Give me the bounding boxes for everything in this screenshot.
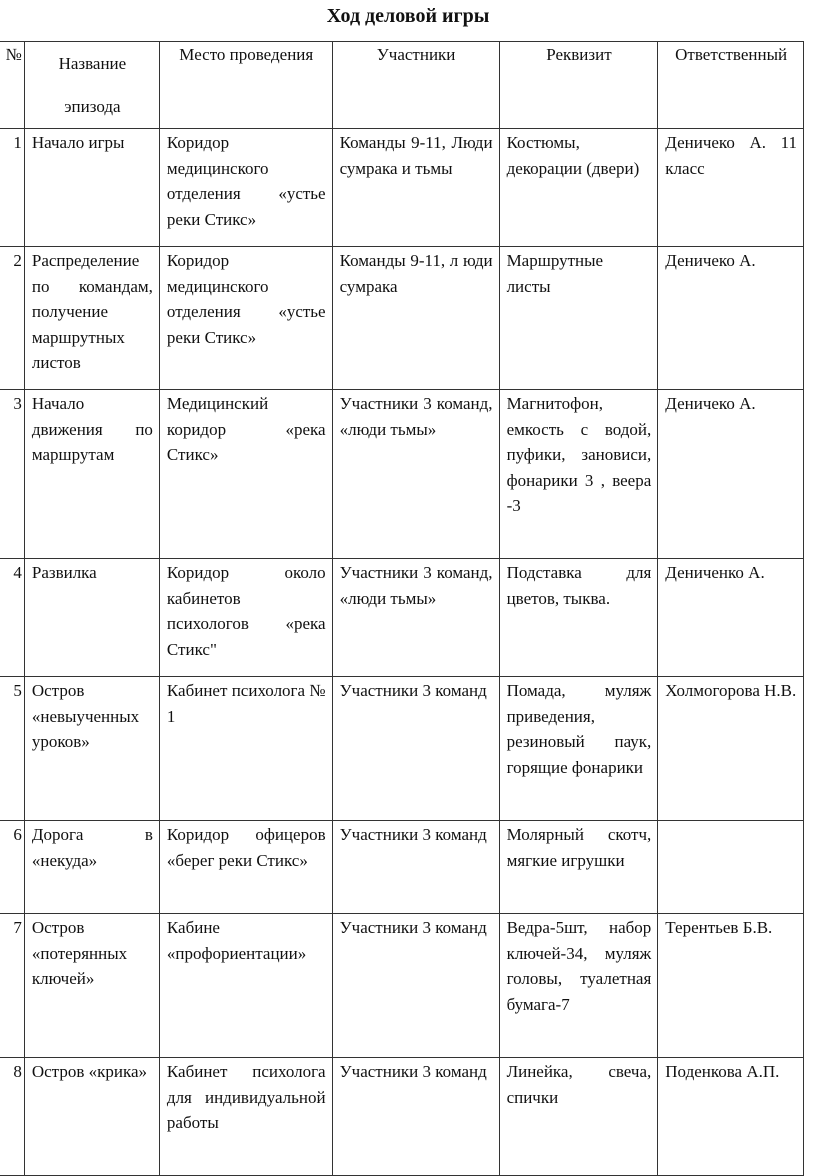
table-row [0,559,804,677]
cell-episode: Остров «невыученных уроков» [24,677,159,821]
table-header-row [0,42,804,129]
cell-props: Ведра-5шт, набор ключей-34, муляж головы, туалетная бумага-7 [499,914,658,1058]
cell-episode: Дорога в «некуда» [24,821,159,914]
table-row [0,1058,804,1176]
cell-participants: Команды 9-11, Люди сумрака и тьмы [332,129,499,247]
cell-responsible: Холмогорова Н.В. [658,677,804,821]
table-row [0,129,804,247]
cell-place: Коридор около кабинетов психологов «река Стикс" [159,559,332,677]
cell-responsible: Поденкова А.П. [658,1058,804,1176]
cell-episode: Остров «потерянных ключей» [24,914,159,1058]
cell-place: Кабине «профориентации» [159,914,332,1058]
table-row [0,914,804,1058]
cell-number: 6 [0,821,24,914]
cell-responsible: Деничеко А. [658,247,804,390]
cell-props: Маршрутные листы [499,247,658,390]
cell-participants: Участники 3 команд, «люди тьмы» [332,390,499,559]
cell-number: 7 [0,914,24,1058]
game-plan-table [0,41,804,1176]
cell-responsible: Деничеко А. 11 класс [658,129,804,247]
cell-props: Магнитофон, емкость с водой, пуфики, занoвиси, фонарики 3 , веера -3 [499,390,658,559]
cell-participants: Участники 3 команд [332,914,499,1058]
cell-participants: Участники 3 команд [332,677,499,821]
cell-props: Помада, муляж приведения, резиновый паук, горящие фонарики [499,677,658,821]
cell-participants: Участники 3 команд [332,1058,499,1176]
cell-props: Линейка, свеча, спички [499,1058,658,1176]
header-participants: Участники [332,42,499,129]
cell-responsible [658,821,804,914]
cell-participants: Участники 3 команд [332,821,499,914]
header-props: Реквизит [499,42,658,129]
cell-place: Кабинет психолога № 1 [159,677,332,821]
cell-responsible: Терентьев Б.В. [658,914,804,1058]
cell-participants: Команды 9-11, л юди сумрака [332,247,499,390]
cell-number: 5 [0,677,24,821]
table-row [0,247,804,390]
cell-number: 8 [0,1058,24,1176]
cell-props: Костюмы, декорации (двери) [499,129,658,247]
cell-episode: Развилка [24,559,159,677]
cell-number: 2 [0,247,24,390]
cell-place: Коридор медицинского отделения «устье реки Стикс» [159,247,332,390]
cell-responsible: Деничеко А. [658,390,804,559]
cell-place: Кабинет психолога для индивидуальной работы [159,1058,332,1176]
header-responsible: Ответственный [658,42,804,129]
cell-props: Подставка для цветов, тыква. [499,559,658,677]
header-episode: Название эпизода [24,42,159,129]
cell-place: Коридор офицеров «берег реки Стикс» [159,821,332,914]
document-title: Ход деловой игры [326,5,490,27]
table-row [0,677,804,821]
cell-props: Молярный скотч, мягкие игрушки [499,821,658,914]
cell-place: Медицинский коридор «река Стикс» [159,390,332,559]
cell-participants: Участники 3 команд, «люди тьмы» [332,559,499,677]
header-number: № [0,42,24,129]
cell-responsible: Деничeнко А. [658,559,804,677]
cell-number: 4 [0,559,24,677]
cell-place: Коридор медицинского отделения «устье реки Стикс» [159,129,332,247]
cell-episode: Начало игры [24,129,159,247]
table-row [0,821,804,914]
cell-episode: Начало движения по маршрутам [24,390,159,559]
table-row [0,390,804,559]
cell-episode: Остров «крика» [24,1058,159,1176]
cell-number: 3 [0,390,24,559]
cell-episode: Распределение по командам, получение маршрутных листов [24,247,159,390]
header-place: Место проведения [159,42,332,129]
cell-number: 1 [0,129,24,247]
